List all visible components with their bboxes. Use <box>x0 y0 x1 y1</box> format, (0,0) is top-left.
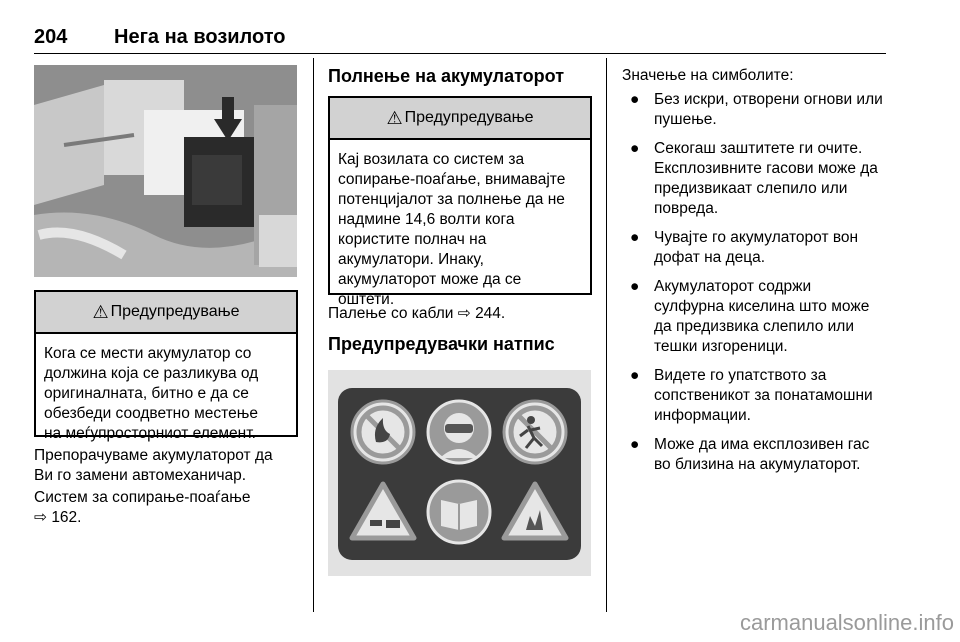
battery-charging-heading: Полнење на акумулаторот <box>328 66 565 86</box>
bullet-icon: ● <box>630 436 640 453</box>
list-item: ● Без искри, отворени огнови или пушење. <box>630 91 883 128</box>
page-title: Нега на возилото <box>114 26 286 48</box>
page-number: 204 <box>34 26 68 48</box>
bullet-icon: ● <box>630 229 640 246</box>
column-divider <box>606 58 607 612</box>
list-item: ● Може да има експлозивен гас во близина на акумулаторот. <box>630 436 870 473</box>
list-item: ● Видете го упатството за сопственикот за понатамошни информации. <box>630 367 873 424</box>
warning-title: Предупредување <box>110 303 240 320</box>
keep-away-children-icon <box>504 401 566 463</box>
start-stop-reference: Систем за сопирање-поаѓање ⇨ 162. <box>34 489 251 526</box>
warning-header <box>330 98 590 140</box>
page-reference-arrow-icon: ⇨ <box>457 305 471 322</box>
bullet-icon: ● <box>630 367 640 384</box>
warning-text: Кога се мести акумулатор со должина која се разликува од оригиналната, битно е да се обезбеди соодветно местење на меѓупросторниот елемент. <box>44 345 259 442</box>
replacement-recommendation: Препорачуваме акумулаторот да Ви го замени автомеханичар. <box>34 447 273 484</box>
read-manual-icon <box>428 481 490 543</box>
warning-header <box>36 292 296 334</box>
warning-label-heading: Предупредувачки натпис <box>328 334 555 354</box>
symbols-intro: Значење на симболите: <box>622 67 794 84</box>
warning-triangle-icon: ⚠ <box>386 107 403 128</box>
watermark: carmanualsonline.info <box>739 610 954 635</box>
bullet-icon: ● <box>630 91 640 108</box>
start-stop-page-link[interactable]: 162. <box>51 509 82 526</box>
down-arrow-icon <box>214 97 242 143</box>
no-fire-icon <box>352 401 414 463</box>
eye-protection-icon <box>428 401 490 463</box>
list-item: ● Секогаш заштитете ги очите. Експлозивните гасови може да предизвикаат слепило или повреда. <box>630 140 878 217</box>
list-item: ● Акумулаторот содржи сулфурна киселина што може да предизвика слепило или тешки изгореници. <box>630 278 870 355</box>
warning-triangle-icon: ⚠ <box>92 301 109 322</box>
warning-title: Предупредување <box>404 109 534 126</box>
warning-box-spacer <box>34 290 298 442</box>
jump-start-page-link[interactable]: 244. <box>475 305 506 322</box>
bullet-icon: ● <box>630 278 640 295</box>
page-reference-arrow-icon: ⇨ <box>34 509 47 526</box>
bullet-icon: ● <box>630 140 640 157</box>
battery-photo <box>34 65 297 277</box>
column-divider <box>313 58 314 612</box>
jump-start-reference: Палење со кабли ⇨ 244. <box>328 305 506 322</box>
battery-warning-label <box>328 370 591 576</box>
list-item: ● Чувајте го акумулаторот вон дофат на деца. <box>630 229 859 266</box>
symbols-list <box>622 90 892 484</box>
page-header <box>34 24 886 54</box>
charging-warning-box <box>328 96 592 308</box>
warning-text: Кај возилата со систем за сопирање-поаѓање, внимавајте потенцијалот за полнење да не надмине 14,6 волти кога користите полнач на акумулатори. Инаку, акумулаторот може да се оштети. <box>338 151 566 308</box>
